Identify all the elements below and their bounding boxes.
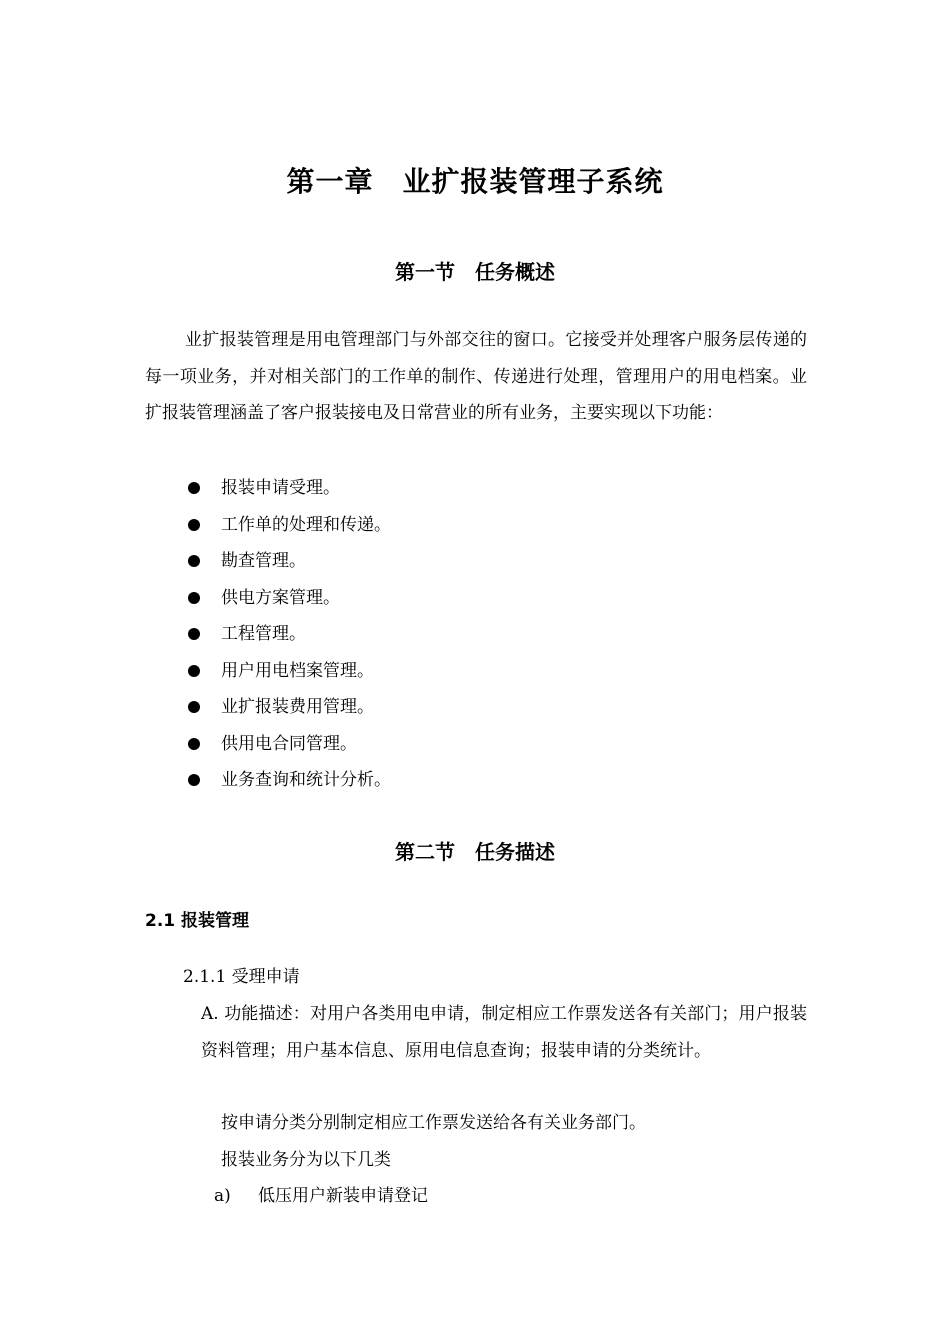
function-description: A. 功能描述：对用户各类用电申请，制定相应工作票发送各有关部门；用户报装资料管理；用户基本信息、原用电信息查询；报装申请的分类统计。 <box>201 1004 807 1061</box>
list-item <box>185 762 391 799</box>
list-item-text: 供电方案管理。 <box>221 587 340 608</box>
bullet-icon <box>188 774 200 786</box>
list-item-text: 供用电合同管理。 <box>221 733 357 754</box>
list-item <box>185 543 391 580</box>
list-item-text: 勘查管理。 <box>221 551 306 571</box>
bullet-icon <box>188 592 200 604</box>
bullet-icon <box>188 628 200 640</box>
bullet-icon <box>188 555 200 567</box>
list-item-text: 工程管理。 <box>221 624 306 644</box>
list-item-text: 业扩报装费用管理。 <box>221 697 374 717</box>
category-item-a <box>214 1181 428 1206</box>
subsection-heading: 2.1 报装管理 <box>145 911 250 931</box>
list-item <box>185 689 391 726</box>
list-item <box>185 507 391 544</box>
overview-paragraph: 业扩报装管理是用电管理部门与外部交往的窗口。它接受并处理客户服务层传递的每一项业务，并对相关部门的工作单的制作、传递进行处理，管理用户的用电档案。业扩报装管理涵盖了客户报装接电及日常营业的所有业务，主要实现以下功能： <box>145 330 807 423</box>
list-item-text: 工作单的处理和传递。 <box>221 514 391 535</box>
list-item-text: 报装申请受理。 <box>221 478 340 498</box>
ticket-line: 按申请分类分别制定相应工作票发送给各有关业务部门。 <box>221 1113 646 1133</box>
bullet-icon <box>188 665 200 677</box>
bullet-icon <box>188 701 200 713</box>
category-intro-line: 报装业务分为以下几类 <box>221 1150 391 1170</box>
item-text: 低压用户新装申请登记 <box>258 1186 428 1206</box>
subsubsection-heading: 2.1.1 受理申请 <box>183 967 300 987</box>
list-item <box>185 470 391 507</box>
list-item <box>185 726 391 763</box>
bullet-icon <box>188 519 200 531</box>
item-label: a) <box>214 1186 231 1206</box>
bullet-icon <box>188 738 200 750</box>
list-item-text: 用户用电档案管理。 <box>221 660 374 681</box>
list-item <box>185 580 391 617</box>
section-title-overview: 第一节 任务概述 <box>395 260 555 284</box>
list-item-text: 业务查询和统计分析。 <box>221 770 391 790</box>
list-item <box>185 653 391 690</box>
list-item <box>185 616 391 653</box>
chapter-title: 第一章 业扩报装管理子系统 <box>286 165 664 198</box>
bullet-icon <box>188 482 200 494</box>
function-list <box>185 470 391 799</box>
section-title-description: 第二节 任务描述 <box>395 840 555 864</box>
